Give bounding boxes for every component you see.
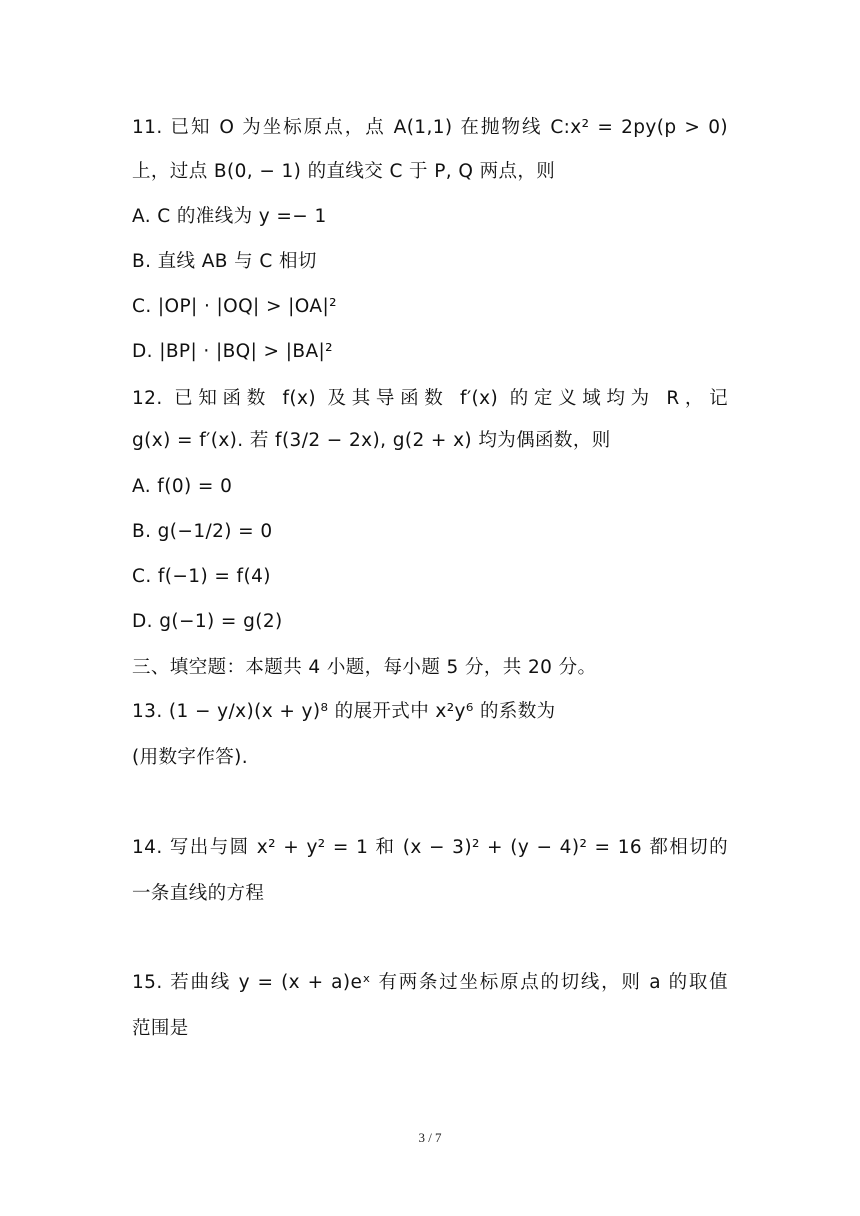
q13-stem-line2: (用数字作答). [132,747,249,768]
q12-option-c: C. f(−1) = f(4) [132,566,271,587]
q11-option-c: C. |OP| · |OQ| > |OA|² [132,296,337,317]
q11-option-d: D. |BP| · |BQ| > |BA|² [132,341,333,362]
q11-stem-line1: 11. 已知 O 为坐标原点，点 A(1,1) 在抛物线 C:x² = 2py(p > 0) [132,117,728,138]
q12-option-b: B. g(−1/2) = 0 [132,521,273,542]
q13-stem-line1: 13. (1 − y/x)(x + y)⁸ 的展开式中 x²y⁶ 的系数为 [132,701,556,722]
page-number: 3 / 7 [418,1130,442,1145]
q12-stem-line1: 12. 已知函数 f(x) 及其导函数 f′(x) 的定义域均为 R，记 [132,388,728,409]
q11-option-b: B. 直线 AB 与 C 相切 [132,251,317,272]
q14-stem-line2: 一条直线的方程 [132,883,265,904]
q14-stem-line1: 14. 写出与圆 x² + y² = 1 和 (x − 3)² + (y − 4)² = 16 都相切的 [132,837,728,858]
q11-option-a: A. C 的准线为 y =− 1 [132,206,327,227]
q15-stem-line2: 范围是 [132,1018,189,1039]
section-3-heading: 三、填空题：本题共 4 小题，每小题 5 分，共 20 分。 [132,657,597,678]
q12-stem-line2: g(x) = f′(x). 若 f(3/2 − 2x), g(2 + x) 均为偶函数，则 [132,430,611,451]
q12-option-a: A. f(0) = 0 [132,476,233,497]
q15-stem-line1: 15. 若曲线 y = (x + a)eˣ 有两条过坐标原点的切线，则 a 的取值 [132,972,728,993]
q11-stem-line2: 上，过点 B(0, − 1) 的直线交 C 于 P, Q 两点，则 [132,161,556,182]
q12-option-d: D. g(−1) = g(2) [132,611,283,632]
